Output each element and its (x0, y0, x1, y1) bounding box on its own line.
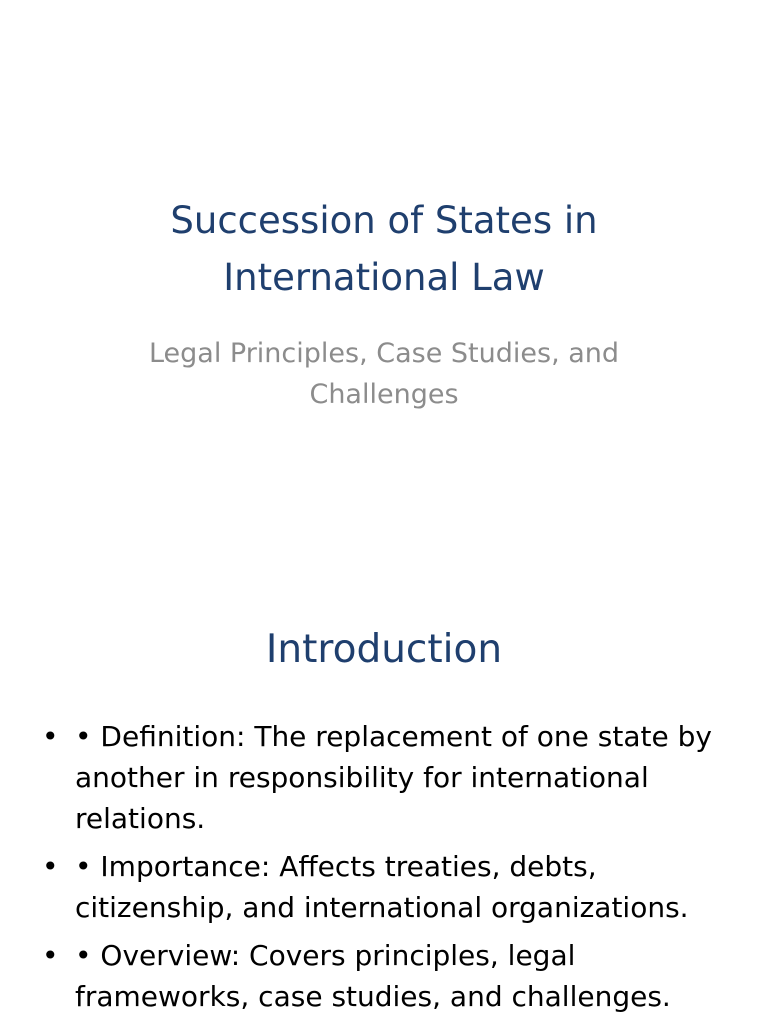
presentation-subtitle: Legal Principles, Case Studies, and Challenges (148, 338, 620, 410)
bullet-text: • Definition: The replacement of one state by another in responsibility for international relations. (75, 720, 712, 835)
introduction-slide (0, 576, 768, 1024)
bullet-list (40, 716, 740, 1024)
bullet-item-importance (40, 846, 740, 928)
bullet-text: • Importance: Affects treaties, debts, citizenship, and international organizations. (75, 850, 689, 924)
bullet-marker: • (42, 850, 59, 883)
bullet-marker: • (42, 720, 59, 753)
bullet-item-definition (40, 716, 740, 839)
slide-heading: Introduction (265, 627, 503, 672)
bullet-item-overview (40, 935, 740, 1017)
bullet-marker: • (42, 939, 59, 972)
bullet-text: • Overview: Covers principles, legal frameworks, case studies, and challenges. (75, 939, 671, 1013)
presentation-title: Succession of States in International Law (170, 199, 598, 299)
